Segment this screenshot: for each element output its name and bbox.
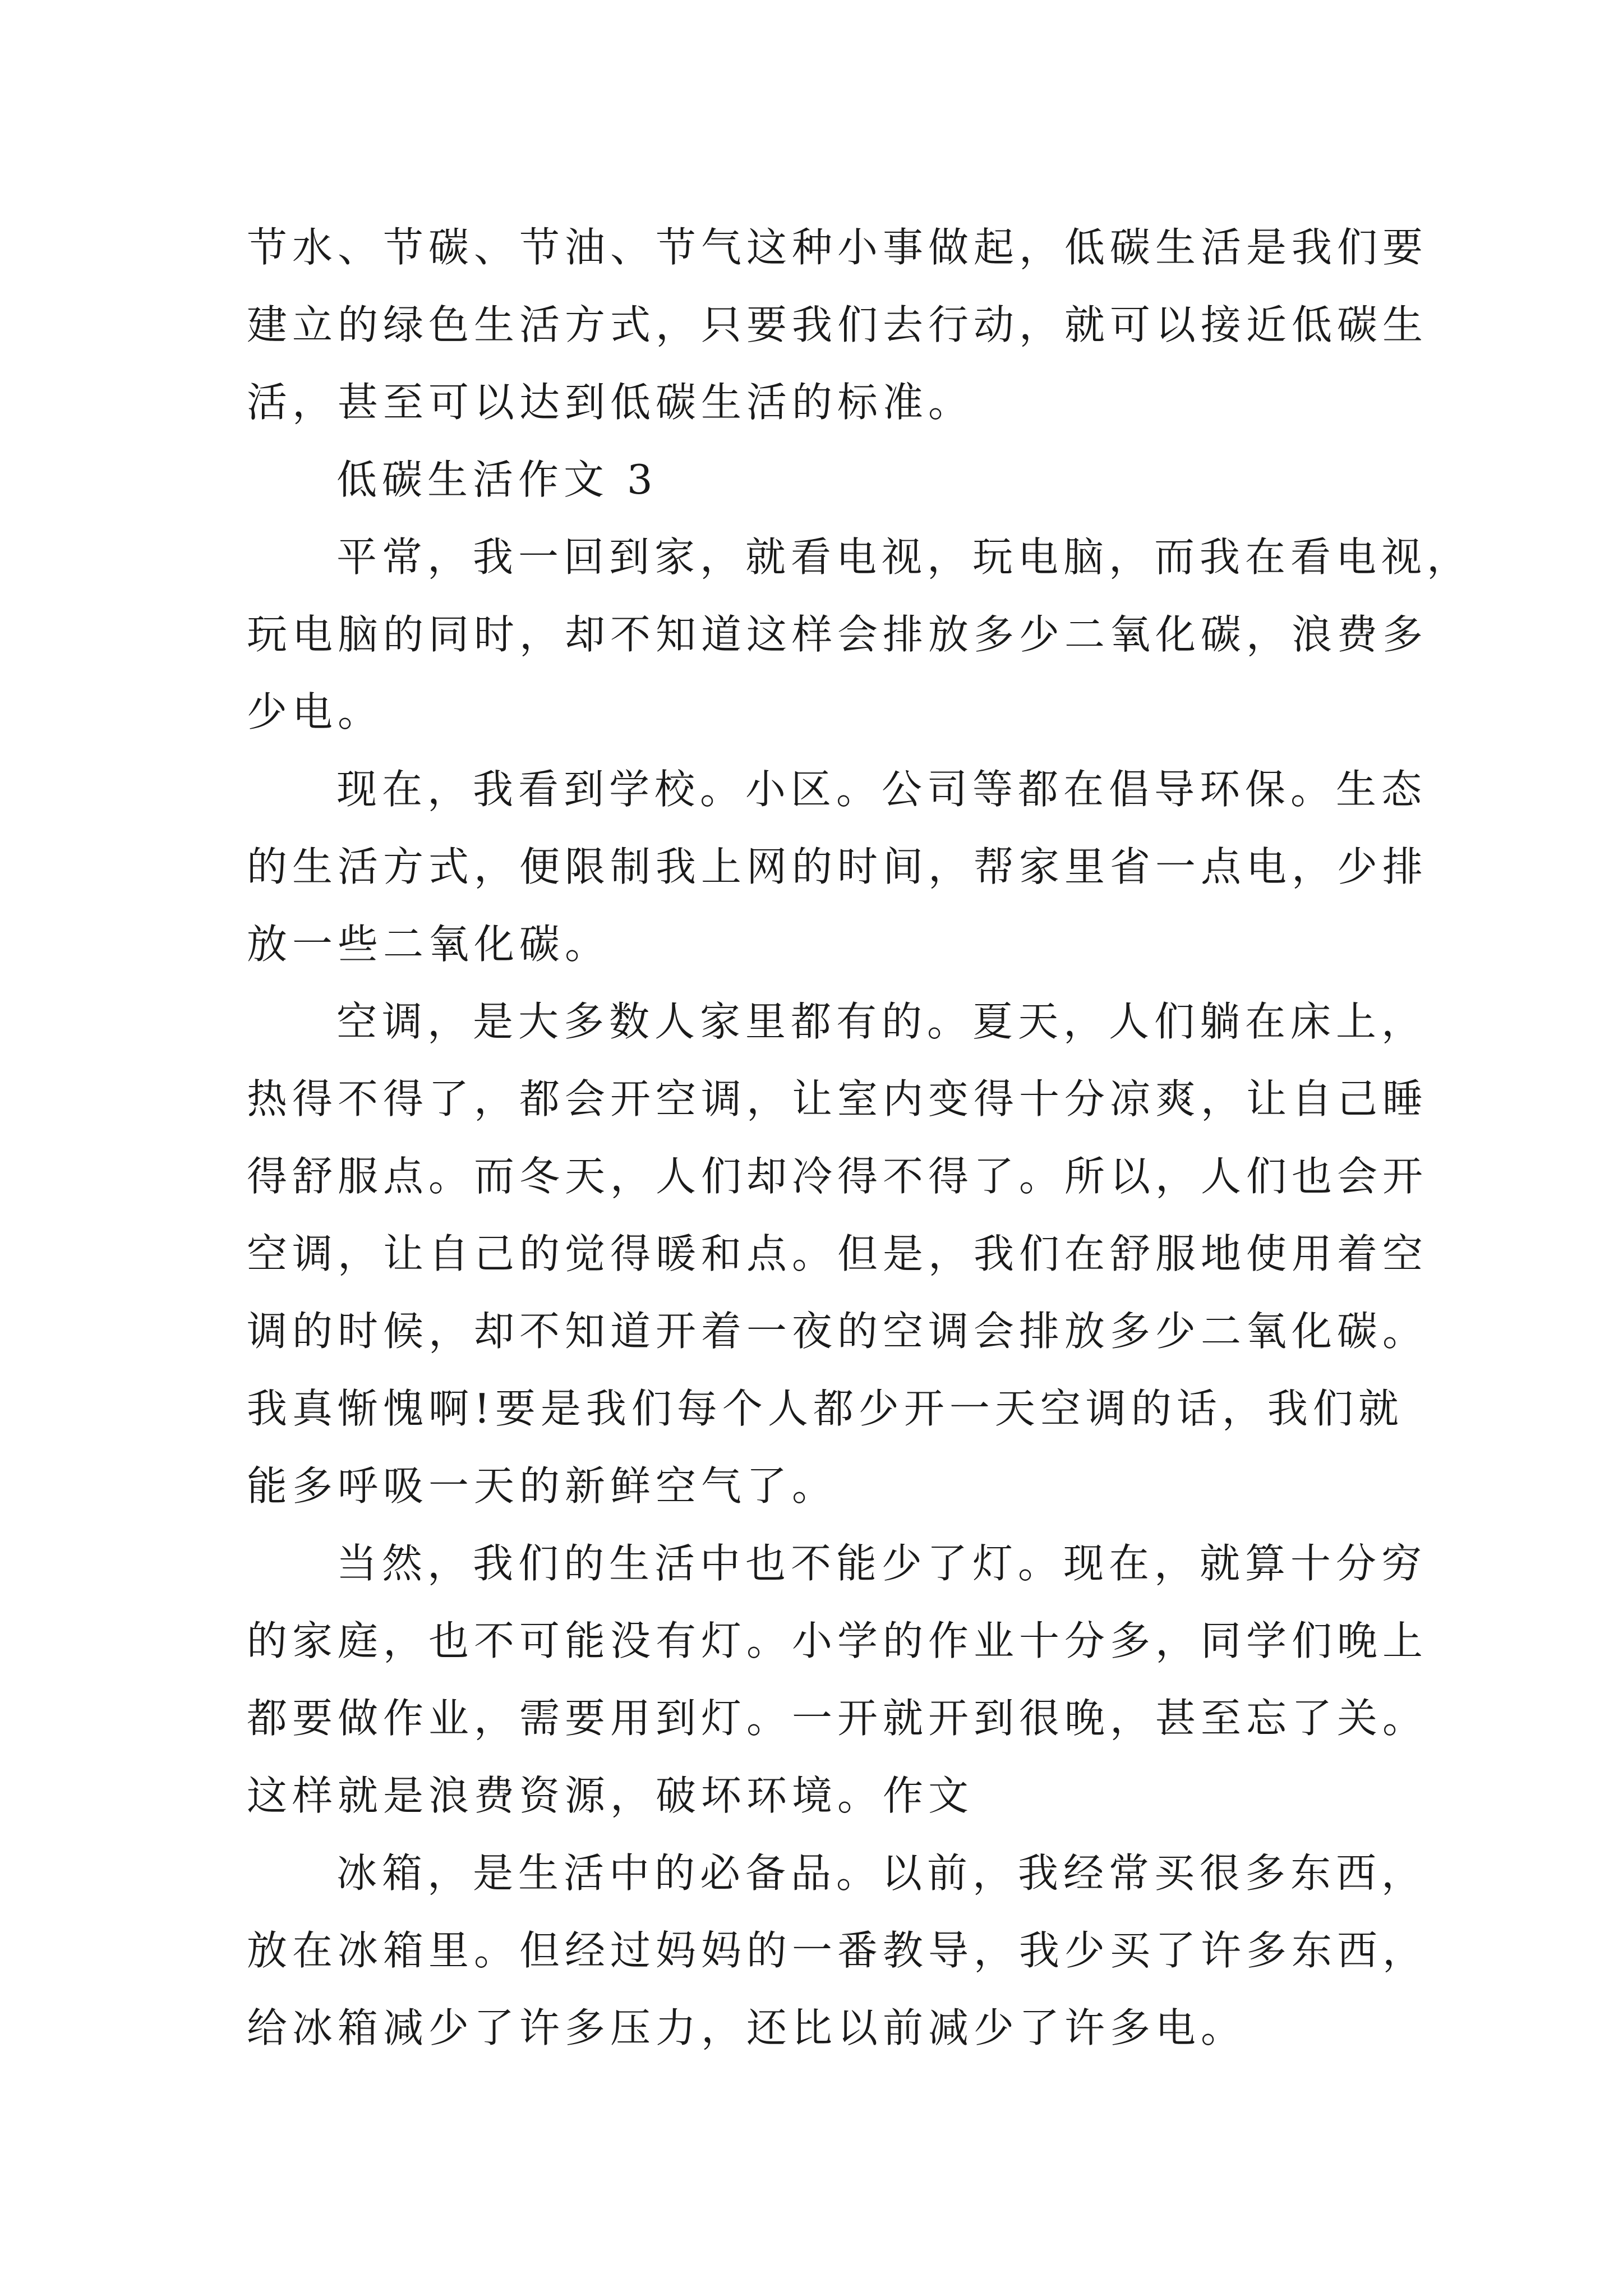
text-line: 放一些二氧化碳。 (247, 921, 611, 968)
text-line: 现在，我看到学校。小区。公司等都在倡导环保。生态 (336, 766, 1427, 813)
heading-line: 低碳生活作文 3 (336, 456, 658, 503)
text-line: 放在冰箱里。但经过妈妈的一番教导，我少买了许多东西， (247, 1927, 1428, 1974)
text-line: 能多呼吸一天的新鲜空气了。 (247, 1462, 838, 1510)
paragraph (247, 751, 1428, 983)
text-line: 给冰箱减少了许多压力，还比以前减少了许多电。 (247, 2004, 1247, 2051)
text-line: 冰箱，是生活中的必备品。以前，我经常买很多东西， (336, 1849, 1427, 1897)
text-line: 当然，我们的生活中也不能少了灯。现在，就算十分穷 (336, 1540, 1427, 1587)
text-line: 少电。 (247, 688, 384, 735)
text-line: 的生活方式，便限制我上网的时间，帮家里省一点电，少排 (247, 843, 1428, 890)
text-line: 建立的绿色生活方式，只要我们去行动，就可以接近低碳生 (247, 301, 1428, 348)
paragraph (247, 1525, 1428, 1834)
text-line: 玩电脑的同时，却不知道这样会排放多少二氧化碳，浪费多 (247, 611, 1428, 658)
text-line: 这样就是浪费资源，破坏环境。作文 (247, 1772, 974, 1819)
text-line: 活，甚至可以达到低碳生活的标准。 (247, 379, 974, 426)
paragraph (247, 983, 1428, 1525)
text-line: 空调，是大多数人家里都有的。夏天，人们躺在床上， (336, 998, 1427, 1045)
section-heading (247, 441, 1385, 518)
paragraph (247, 1834, 1428, 2067)
text-line: 得舒服点。而冬天，人们却冷得不得了。所以，人们也会开 (247, 1153, 1428, 1200)
document-body (247, 209, 1473, 2067)
text-line: 的家庭，也不可能没有灯。小学的作业十分多，同学们晚上 (247, 1617, 1428, 1664)
paragraph (247, 518, 1473, 751)
text-line: 平常，我一回到家，就看电视，玩电脑，而我在看电视， (336, 533, 1473, 581)
text-line: 热得不得了，都会开空调，让室内变得十分凉爽，让自己睡 (247, 1075, 1428, 1122)
text-line: 空调，让自己的觉得暖和点。但是，我们在舒服地使用着空 (247, 1230, 1428, 1277)
paragraph-continuation (247, 209, 1428, 441)
text-line: 节水、节碳、节油、节气这种小事做起，低碳生活是我们要 (247, 224, 1428, 271)
text-line: 调的时候，却不知道开着一夜的空调会排放多少二氧化碳。 (247, 1308, 1428, 1355)
text-line: 都要做作业，需要用到灯。一开就开到很晚，甚至忘了关。 (247, 1695, 1428, 1742)
text-line: 我真惭愧啊!要是我们每个人都少开一天空调的话，我们就 (247, 1385, 1404, 1432)
